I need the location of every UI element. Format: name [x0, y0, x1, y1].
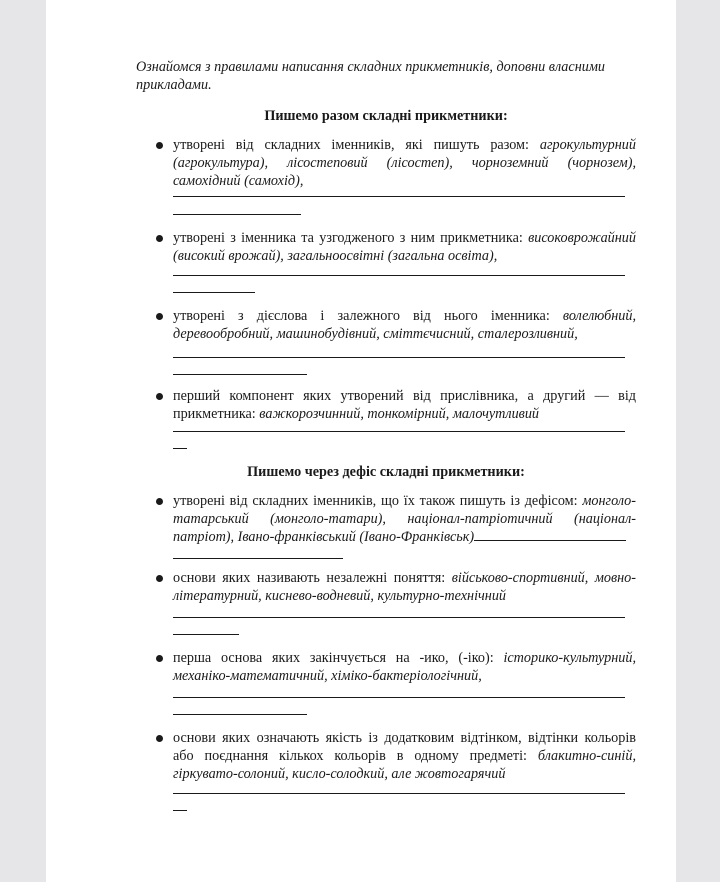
bullet-icon	[156, 313, 163, 320]
document-content	[136, 58, 636, 811]
answer-line[interactable]	[173, 374, 307, 375]
rule-examples: блакитно-синій, гіркувато-солоний, кисло-солодкий, але жовтогарячий	[173, 748, 636, 782]
answer-line[interactable]	[173, 714, 307, 715]
bullet-icon	[156, 235, 163, 242]
rule-examples: військово-спортивний, мовно-літературний, кисневo-водневий, культурно-технічний	[173, 570, 636, 604]
rule-examples: важкорозчинний, тонкомірний, малочутливий	[259, 406, 540, 422]
rule-text: основи яких називають незалежні поняття: військово-спортивний, мовно-літературний, кисневo-водневий, культурно-технічний	[173, 570, 636, 604]
rule-text: перший компонент яких утворений від прислівника, а другий — від прикметника: важкорозчинний, тонкомірний, малочутливий	[173, 388, 636, 422]
answer-line[interactable]	[474, 528, 626, 541]
answer-line[interactable]	[173, 634, 239, 635]
intro-text: Ознайомся з правилами написання складних прикметників, доповни власними прикладами.	[136, 59, 605, 93]
rule-item	[136, 387, 636, 449]
document-page	[46, 0, 676, 882]
rule-item	[136, 307, 636, 375]
rule-text: перша основа яких закінчується на -ико, (-іко): історико-культурний, механіко-математичний, хіміко-бактеріологічний,	[173, 650, 636, 684]
answer-line[interactable]	[173, 448, 187, 449]
rule-item	[136, 229, 636, 293]
rule-text: утворені від складних іменників, які пишуть разом: агрокультурний (агрокультура), лісостеповий (лісостеп), чорноземний (чорнозем), самохідний (самохід),	[173, 137, 636, 189]
rule-item	[136, 492, 636, 559]
bullet-icon	[156, 393, 163, 400]
answer-line[interactable]	[173, 214, 301, 215]
answer-line[interactable]	[173, 431, 625, 432]
answer-line[interactable]	[173, 196, 625, 197]
bullet-icon	[156, 735, 163, 742]
answer-line[interactable]	[173, 697, 625, 698]
rule-item	[136, 136, 636, 215]
answer-line[interactable]	[173, 292, 255, 293]
section-heading-together: Пишемо разом складні прикметники:	[264, 108, 508, 124]
rule-examples: агрокультурний (агрокультура), лісостеповий (лісостеп), чорноземний (чорнозем), самохідний (самохід),	[173, 137, 636, 189]
answer-line[interactable]	[173, 810, 187, 811]
rule-examples: волелюбний, деревообробний, машинобудівний, сміттєчисний, сталерозливний,	[173, 308, 636, 342]
rule-text: утворені з іменника та узгодженого з ним прикметника: високоврожайний (високий врожай), загальноосвітні (загальна освіта),	[173, 230, 636, 264]
rule-text: основи яких означають якість із додатковим відтінком, відтінки кольорів або поєднання кількох кольорів в одному предметі: блакитно-синій, гіркувато-солоний, кисло-солодкий, але жовтогарячий	[173, 730, 636, 782]
bullet-icon	[156, 142, 163, 149]
answer-line[interactable]	[173, 357, 625, 358]
rule-examples: високоврожайний (високий врожай), загальноосвітні (загальна освіта),	[173, 230, 636, 264]
rule-item	[136, 649, 636, 715]
answer-line[interactable]	[173, 275, 625, 276]
rule-text: утворені від складних іменників, що їх також пишуть із дефісом: монголо-татарський (монголо-татари), націонал-патріотичний (націонал-патріот), Івано-франківський (Івано-Франківськ)	[173, 493, 636, 545]
bullet-icon	[156, 498, 163, 505]
section-heading-hyphen: Пишемо через дефіс складні прикметники:	[247, 464, 525, 480]
rule-item	[136, 729, 636, 811]
bullet-icon	[156, 575, 163, 582]
bullet-icon	[156, 655, 163, 662]
answer-line[interactable]	[173, 617, 625, 618]
rule-examples: історико-культурний, механіко-математичний, хіміко-бактеріологічний,	[173, 650, 636, 684]
rule-item	[136, 569, 636, 635]
answer-line[interactable]	[173, 558, 343, 559]
answer-line[interactable]	[173, 793, 625, 794]
rule-text: утворені з дієслова і залежного від нього іменника: волелюбний, деревообробний, машинобудівний, сміттєчисний, сталерозливний,	[173, 308, 636, 342]
rule-examples: монголо-татарський (монголо-татари), націонал-патріотичний (націонал-патріот), Івано-франківський (Івано-Франківськ)	[173, 493, 636, 545]
